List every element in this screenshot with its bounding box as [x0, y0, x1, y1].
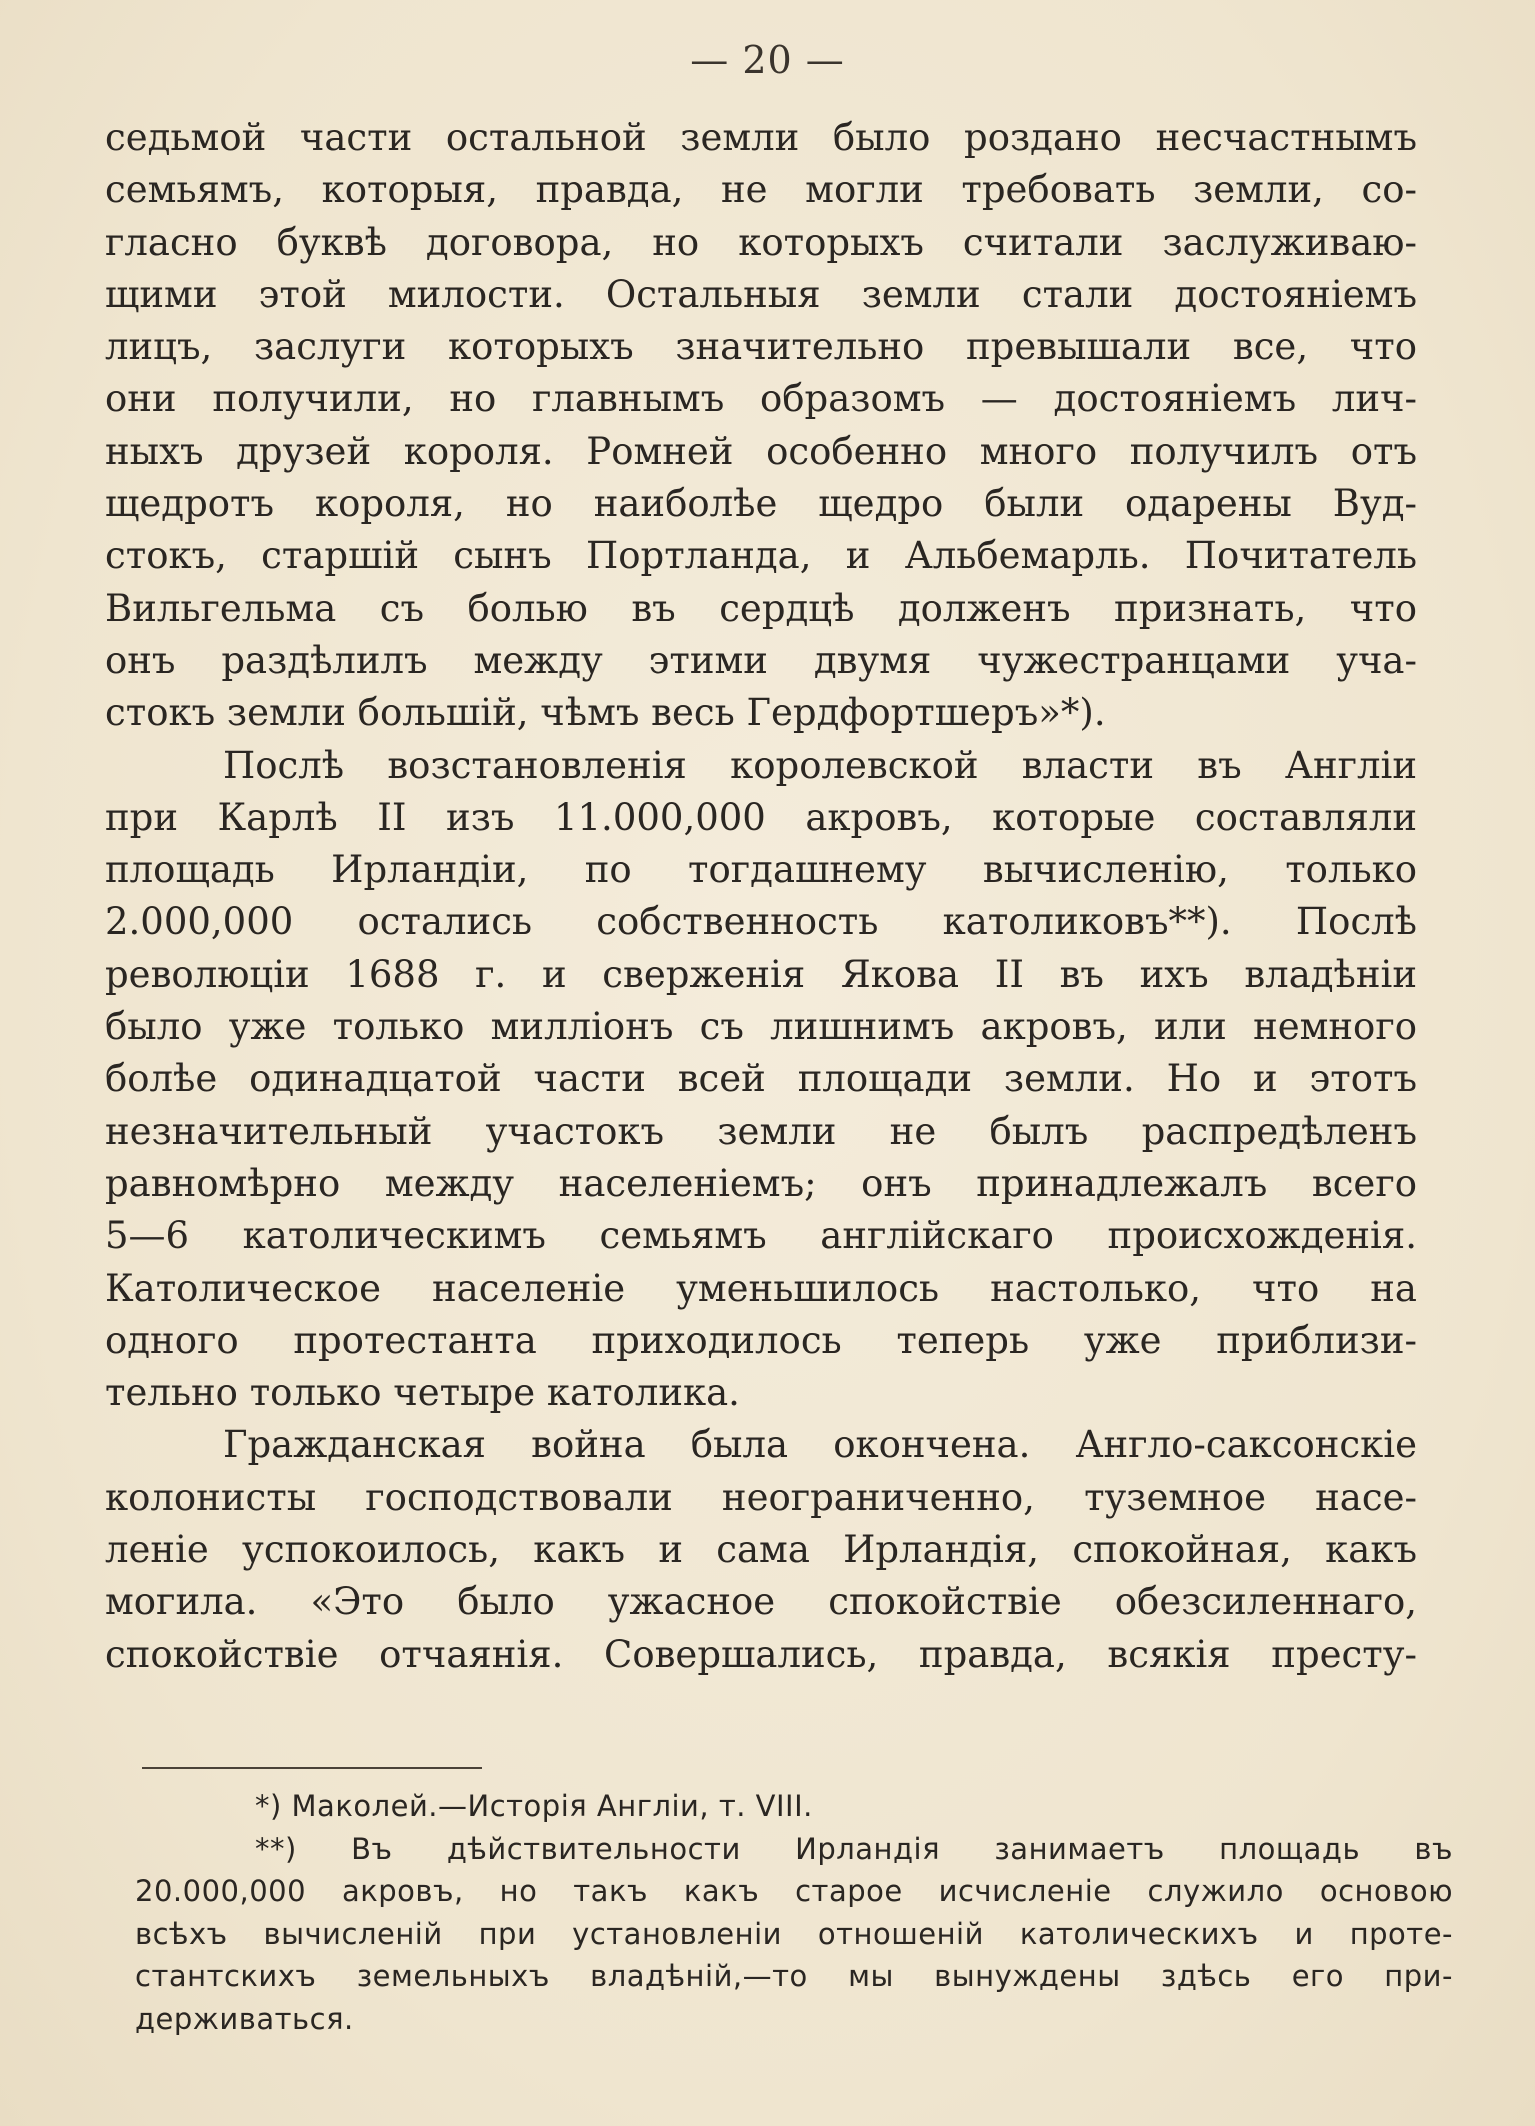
text-line: гласно буквѣ договора, но которыхъ считали заслуживаю- — [105, 220, 1417, 264]
text-line: Послѣ возстановленія королевской власти въ Англіи — [223, 743, 1417, 787]
text-line: Католическое населеніе уменьшилось настолько, что на — [105, 1266, 1417, 1310]
footnotes — [135, 1785, 1453, 2040]
text-line: семьямъ, которыя, правда, не могли требовать земли, со- — [105, 168, 1417, 212]
text-line: одного протестанта приходилось теперь уже приблизи- — [105, 1318, 1417, 1362]
text-line: 2.000,000 остались собственность католиковъ**). Послѣ — [105, 900, 1417, 944]
text-line: щедротъ короля, но наиболѣе щедро были одарены Вуд- — [105, 482, 1417, 526]
text-line: ныхъ друзей короля. Ромней особенно много получилъ отъ — [105, 429, 1417, 473]
text-line: тельно только четыре католика. — [105, 1371, 740, 1415]
text-line: онъ раздѣлилъ между этими двумя чужестранцами уча- — [105, 638, 1417, 682]
text-line: леніе успокоилось, какъ и сама Ирландія, спокойная, какъ — [105, 1528, 1417, 1572]
main-text — [105, 112, 1417, 1681]
text-line: Вильгельма съ болью въ сердцѣ долженъ признать, что — [105, 586, 1417, 630]
footnote-line: держиваться. — [135, 2001, 354, 2036]
text-line: революціи 1688 г. и сверженія Якова II въ ихъ владѣніи — [105, 952, 1417, 996]
text-line: спокойствіе отчаянія. Совершались, правда, всякія престу- — [105, 1632, 1417, 1676]
text-line: Гражданская война была окончена. Англо-саксонскіе — [223, 1423, 1417, 1467]
footnote-separator — [142, 1767, 482, 1769]
text-line: лицъ, заслуги которыхъ значительно превышали все, что — [105, 325, 1417, 369]
text-line: при Карлѣ II изъ 11.000,000 акровъ, которые составляли — [105, 795, 1417, 839]
text-line: болѣе одинадцатой части всей площади земли. Но и этотъ — [105, 1057, 1417, 1101]
text-line: равномѣрно между населеніемъ; онъ принадлежалъ всего — [105, 1161, 1417, 1205]
text-line: стокъ, старшій сынъ Портланда, и Альбемарль. Почитатель — [105, 534, 1417, 578]
text-line: щими этой милости. Остальныя земли стали достояніемъ — [105, 272, 1417, 316]
footnote-line: **) Въ дѣйствительности Ирландія занимаетъ площадь въ — [255, 1831, 1453, 1866]
text-line: они получили, но главнымъ образомъ — достояніемъ лич- — [105, 377, 1417, 421]
text-line: стокъ земли большій, чѣмъ весь Гердфортшеръ»*). — [105, 691, 1106, 735]
text-line: незначительный участокъ земли не былъ распредѣленъ — [105, 1109, 1417, 1153]
text-line: могила. «Это было ужасное спокойствіе обезсиленнаго, — [105, 1580, 1417, 1624]
text-line: площадь Ирландіи, по тогдашнему вычисленію, только — [105, 848, 1417, 892]
text-line: было уже только милліонъ съ лишнимъ акровъ, или немного — [105, 1005, 1417, 1049]
page-number: — 20 — — [690, 38, 845, 82]
text-line: седьмой части остальной земли было роздано несчастнымъ — [105, 116, 1417, 159]
footnote-line: стантскихъ земельныхъ владѣній,—то мы вынуждены здѣсь его при- — [135, 1959, 1453, 1993]
footnote-line: 20.000,000 акровъ, но такъ какъ старое исчисленіе служило основою — [135, 1874, 1453, 1908]
footnote-line: *) Маколей.—Исторія Англіи, т. VIII. — [255, 1789, 813, 1823]
text-line: колонисты господствовали неограниченно, туземное насе- — [105, 1475, 1417, 1519]
text-line: 5—6 католическимъ семьямъ англійскаго происхожденія. — [105, 1214, 1417, 1258]
footnote-line: всѣхъ вычисленій при установленіи отношеній католическихъ и проте- — [135, 1916, 1453, 1951]
